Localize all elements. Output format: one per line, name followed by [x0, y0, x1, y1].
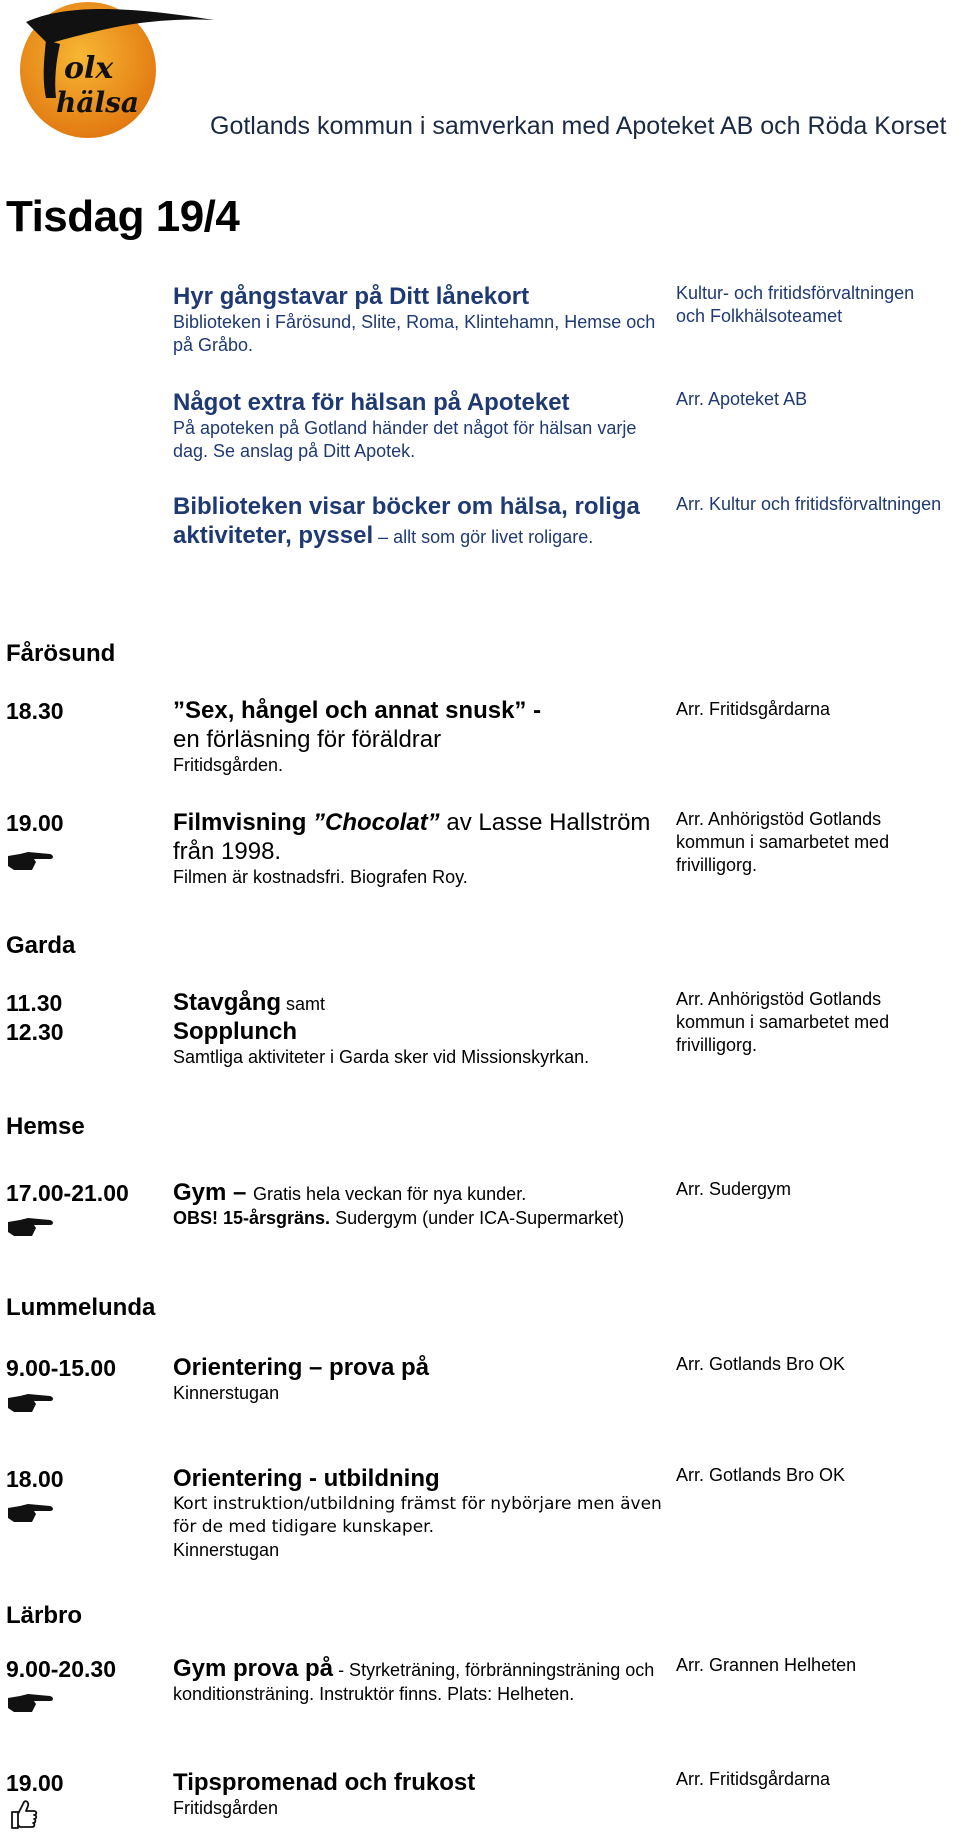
intro-desc: – allt som gör livet roligare. — [373, 527, 594, 547]
event — [173, 1768, 663, 1820]
event — [173, 696, 663, 777]
intro-title: Något extra för hälsan på Apoteket — [173, 389, 570, 416]
event-title-tail: av Lasse Hallström från 1998. — [173, 809, 651, 865]
event-title: ”Sex, hångel och annat snusk” - — [173, 697, 542, 724]
event-title-tail: samt — [281, 994, 326, 1014]
event-time: 18.30 — [6, 698, 64, 724]
event — [173, 1353, 663, 1405]
section-heading: Garda — [6, 932, 76, 959]
event-arr: Arr. Anhörigstöd Gotlands kommun i samarbetet med frivilligorg. — [676, 989, 890, 1055]
event-arr: Arr. Fritidsgårdarna — [676, 699, 831, 719]
section-heading: Lummelunda — [6, 1294, 156, 1321]
event-obs: OBS! 15-årsgräns. — [173, 1208, 331, 1228]
section-heading: Lärbro — [6, 1602, 83, 1629]
event-subtitle: en förläsning för föräldrar — [173, 726, 442, 753]
event-title: Tipspromenad och frukost — [173, 1769, 476, 1796]
intro-arr: Arr. Apoteket AB — [676, 389, 808, 409]
event-desc: Filmen är kostnadsfri. Biografen Roy. — [173, 867, 468, 887]
intro-item — [173, 388, 663, 463]
event-time: 9.00-15.00 — [6, 1355, 116, 1381]
intro-arr: Arr. Kultur och fritidsförvaltningen — [676, 494, 942, 514]
event-desc: Kinnerstugan — [173, 1383, 280, 1403]
svg-text:olx: olx — [64, 51, 114, 86]
intro-arr: Kultur- och fritidsförvaltningen och Folkhälsoteamet — [676, 283, 915, 326]
event-arr: Arr. Anhörigstöd Gotlands kommun i samarbetet med frivilligorg. — [676, 809, 890, 875]
event-time: 11.30 — [6, 990, 63, 1016]
event-arr: Arr. Gotlands Bro OK — [676, 1465, 846, 1485]
event-desc: - Styrketräning, förbränningsträning och konditionsträning. Instruktör finns. Plats: Helheten. — [173, 1660, 655, 1704]
event-arr: Arr. Fritidsgårdarna — [676, 1769, 831, 1789]
event — [173, 1464, 663, 1562]
event-time: 19.00 — [6, 810, 64, 836]
event-arr: Arr. Grannen Helheten — [676, 1655, 857, 1675]
event-title: Gym – — [173, 1179, 254, 1206]
day-title: Tisdag 19/4 — [6, 192, 240, 241]
intro-desc: På apoteken på Gotland händer det något för hälsan varje dag. Se anslag på Ditt Apotek. — [173, 418, 637, 461]
event-place: Fritidsgården. — [173, 755, 284, 775]
event — [173, 988, 663, 1069]
event-desc: Fritidsgården — [173, 1798, 279, 1818]
event-time: 18.00 — [6, 1466, 64, 1492]
event — [173, 808, 663, 889]
event-title: Orientering – prova på — [173, 1354, 430, 1381]
event-arr: Arr. Gotlands Bro OK — [676, 1354, 846, 1374]
event-desc: Kinnerstugan — [173, 1540, 280, 1560]
pointing-hand-icon — [6, 1390, 54, 1416]
intro-desc: Biblioteken i Fårösund, Slite, Roma, Klintehamn, Hemse och på Gråbo. — [173, 312, 656, 355]
event-desc: Samtliga aktiviteter i Garda sker vid Missionskyrkan. — [173, 1047, 590, 1067]
pointing-hand-icon — [6, 848, 54, 874]
event-desc: Kort instruktion/utbildning främst för nybörjare men även för de med tidigare kunskaper. — [173, 1494, 662, 1537]
intro-title: Biblioteken visar böcker om hälsa, roliga aktiviteter, pyssel — [173, 493, 640, 549]
event-title-tail: Gratis hela veckan för nya kunder. — [253, 1184, 527, 1204]
event-title: Filmvisning — [173, 809, 314, 836]
svg-text:hälsa: hälsa — [56, 86, 140, 119]
intro-item — [173, 492, 663, 550]
event-arr: Arr. Sudergym — [676, 1179, 792, 1199]
event-title: Stavgång — [173, 989, 282, 1016]
event-time: 17.00-21.00 — [6, 1180, 129, 1206]
intro-item — [173, 282, 663, 357]
pointing-hand-icon — [6, 1214, 54, 1240]
section-heading: Fårösund — [6, 640, 116, 667]
event-title: Gym prova på — [173, 1655, 334, 1682]
section-heading: Hemse — [6, 1113, 85, 1140]
event-time: 12.30 — [6, 1019, 64, 1045]
thumbs-up-icon — [8, 1798, 38, 1830]
event-title: Sopplunch — [173, 1018, 297, 1045]
folkhalsa-logo — [6, 0, 216, 140]
header-subtitle: Gotlands kommun i samverkan med Apoteket AB och Röda Korset — [210, 112, 947, 140]
intro-title: Hyr gångstavar på Ditt lånekort — [173, 283, 530, 310]
pointing-hand-icon — [6, 1690, 54, 1716]
event-time: 19.00 — [6, 1770, 64, 1796]
pointing-hand-icon — [6, 1500, 54, 1526]
event-title: Orientering - utbildning — [173, 1465, 440, 1492]
event — [173, 1178, 663, 1230]
event-desc: Sudergym (under ICA-Supermarket) — [330, 1208, 625, 1228]
event-time: 9.00-20.30 — [6, 1656, 116, 1682]
event — [173, 1654, 663, 1706]
event-film-name: ”Chocolat” — [313, 809, 440, 836]
